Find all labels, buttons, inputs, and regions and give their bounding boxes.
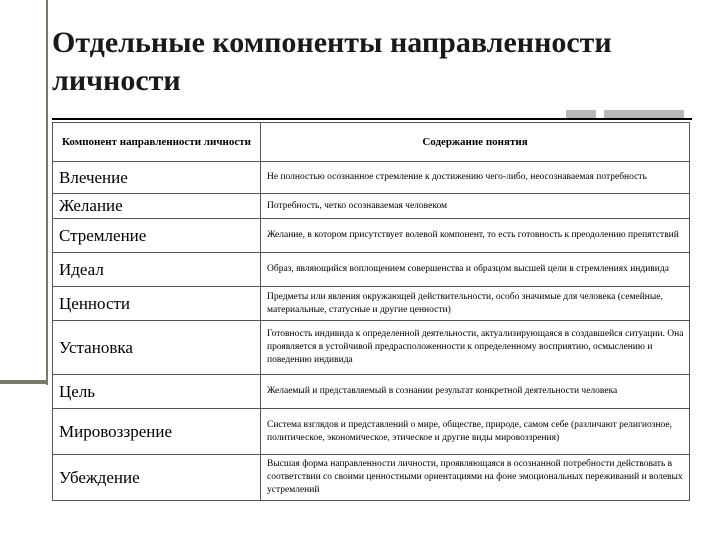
row-term: Стремление — [53, 219, 261, 253]
row-term: Установка — [53, 321, 261, 375]
row-description: Желаемый и представляемый в сознании результат конкретной деятельности человека — [261, 375, 690, 409]
row-description: Система взглядов и представлений о мире, обществе, природе, самом себе (различают религиозное, политическое, экономическое, этическое и другие виды мировоззрения) — [261, 409, 690, 455]
title-rule — [52, 118, 692, 120]
row-description: Готовность индивида к определенной деятельности, актуализирующаяся в создавшейся ситуации. Она проявляется в устойчивой предрасположенности к определенному восприятию, осмыслению и поведению индивида — [261, 321, 690, 375]
decor-block-1 — [566, 110, 596, 118]
row-term: Ценности — [53, 287, 261, 321]
row-description: Потребность, четко осознаваемая человеком — [261, 194, 690, 219]
table-row — [53, 321, 690, 375]
table-row — [53, 375, 690, 409]
table-row — [53, 162, 690, 194]
table-row — [53, 455, 690, 501]
header-component: Компонент направленности личности — [53, 123, 261, 162]
row-term: Убеждение — [53, 455, 261, 501]
row-term: Влечение — [53, 162, 261, 194]
left-accent-area — [0, 0, 46, 385]
row-description: Высшая форма направленности личности, проявляющаяся в осознанной потребности действовать в соответствии со своими ценностными ориентациями на фоне эмоциональных переживаний и волевых устремлений — [261, 455, 690, 501]
slide-title: Отдельные компоненты направленности личности — [52, 26, 612, 97]
row-term: Цель — [53, 375, 261, 409]
row-description: Не полностью осознанное стремление к достижению чего-либо, неосознаваемая потребность — [261, 162, 690, 194]
table-row — [53, 409, 690, 455]
header-content: Содержание понятия — [261, 123, 690, 162]
row-description: Желание, в котором присутствует волевой компонент, то есть готовность к преодолению препятствий — [261, 219, 690, 253]
row-term: Идеал — [53, 253, 261, 287]
decor-block-2 — [604, 110, 684, 118]
table-row — [53, 253, 690, 287]
table-header-row — [53, 123, 690, 162]
row-description: Образ, являющийся воплощением совершенства и образцом высшей цели в стремлениях индивида — [261, 253, 690, 287]
row-term: Мировоззрение — [53, 409, 261, 455]
left-accent-line — [46, 0, 48, 385]
table-row — [53, 219, 690, 253]
table-row — [53, 194, 690, 219]
row-term: Желание — [53, 194, 261, 219]
row-description: Предметы или явления окружающей действительности, особо значимые для человека (семейные, материальные, статусные и другие ценности) — [261, 287, 690, 321]
left-accent-bottom — [0, 380, 48, 384]
table-row — [53, 287, 690, 321]
components-table — [52, 122, 690, 501]
